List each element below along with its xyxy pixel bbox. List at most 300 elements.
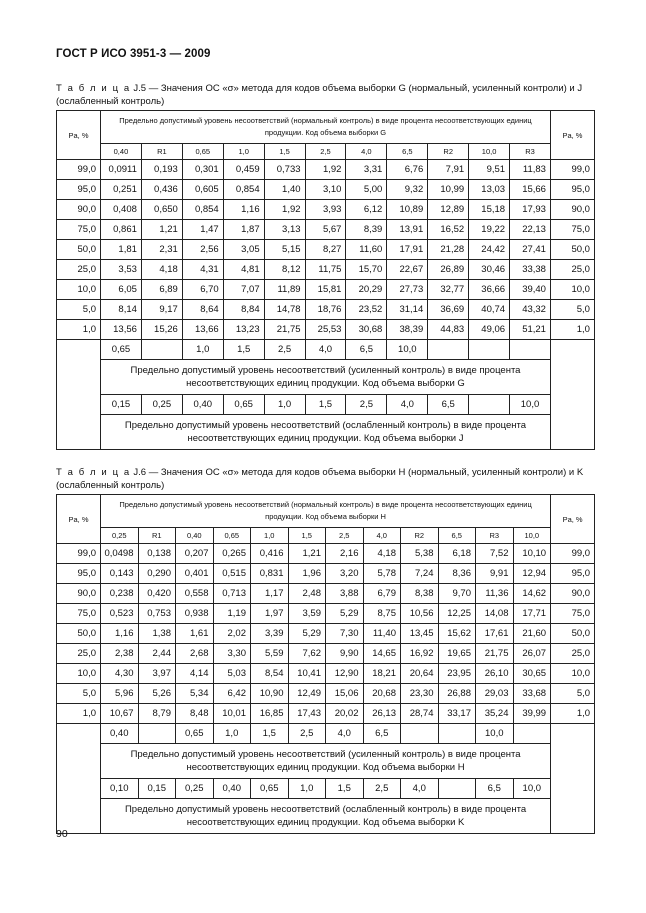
tightened-value: 1,5 xyxy=(223,340,264,360)
table-cell: 75,0 xyxy=(57,220,101,240)
column-header: 0,65 xyxy=(182,144,223,160)
reduced-value xyxy=(469,395,510,415)
table-cell: 0,861 xyxy=(101,220,142,240)
table-cell: 0,251 xyxy=(101,180,142,200)
table-cell: 14,78 xyxy=(264,300,305,320)
tightened-text: Предельно допустимый уровень несоответствий (усиленный контроль) в виде процента несоответствующих единиц продукции. Код объема выборки G xyxy=(101,360,551,395)
reduced-value: 4,0 xyxy=(387,395,428,415)
tightened-value: 6,5 xyxy=(363,724,401,744)
table-row xyxy=(57,644,595,664)
column-header: R3 xyxy=(476,528,514,544)
table-cell: 13,23 xyxy=(223,320,264,340)
table-cell: 95,0 xyxy=(57,180,101,200)
reduced-value: 0,25 xyxy=(176,779,214,799)
column-header: 10,0 xyxy=(469,144,510,160)
pa-header-left: Pa, % xyxy=(57,111,101,160)
table-cell: 10,0 xyxy=(550,280,594,300)
tightened-value: 2,5 xyxy=(288,724,326,744)
table-cell: 2,48 xyxy=(288,584,326,604)
table-cell: 13,03 xyxy=(469,180,510,200)
table-cell: 1,38 xyxy=(138,624,176,644)
table-cell: 2,02 xyxy=(213,624,251,644)
caption-prefix: Т а б л и ц а xyxy=(56,467,131,478)
column-header: 0,40 xyxy=(176,528,214,544)
blank-cell xyxy=(57,724,101,834)
table-cell: 0,420 xyxy=(138,584,176,604)
table-cell: 5,00 xyxy=(346,180,387,200)
pa-header-right: Pa, % xyxy=(550,111,594,160)
table-cell: 0,753 xyxy=(138,604,176,624)
column-header: 1,5 xyxy=(288,528,326,544)
tightened-value: 4,0 xyxy=(326,724,364,744)
table-cell: 5,03 xyxy=(213,664,251,684)
column-header: 1,5 xyxy=(264,144,305,160)
table-cell: 3,93 xyxy=(305,200,346,220)
table-cell: 21,75 xyxy=(264,320,305,340)
table-cell: 0,416 xyxy=(251,544,289,564)
table-cell: 10,0 xyxy=(57,280,101,300)
table-cell: 0,459 xyxy=(223,160,264,180)
table-cell: 1,0 xyxy=(57,320,101,340)
reduced-value: 6,5 xyxy=(428,395,469,415)
table-cell: 10,56 xyxy=(401,604,439,624)
table-cell: 19,65 xyxy=(438,644,476,664)
table-j5 xyxy=(56,110,595,450)
tightened-value: 2,5 xyxy=(264,340,305,360)
table-cell: 0,558 xyxy=(176,584,214,604)
table-cell: 33,38 xyxy=(510,260,551,280)
table-cell: 8,84 xyxy=(223,300,264,320)
table-header-text: Предельно допустимый уровень несоответствий (нормальный контроль) в виде процента несоответствующих единиц продукции. Код объема выборки H xyxy=(101,495,551,528)
table-cell: 15,66 xyxy=(510,180,551,200)
table-cell: 40,74 xyxy=(469,300,510,320)
table-cell: 7,30 xyxy=(326,624,364,644)
table-cell: 4,31 xyxy=(182,260,223,280)
table-cell: 23,95 xyxy=(438,664,476,684)
table-cell: 14,65 xyxy=(363,644,401,664)
reduced-value: 2,5 xyxy=(346,395,387,415)
table-cell: 90,0 xyxy=(551,584,595,604)
reduced-text-row xyxy=(57,799,595,834)
tightened-value: 1,0 xyxy=(182,340,223,360)
table-cell: 13,66 xyxy=(182,320,223,340)
tightened-value: 1,5 xyxy=(251,724,289,744)
table-cell: 15,62 xyxy=(438,624,476,644)
table-cell: 2,16 xyxy=(326,544,364,564)
reduced-value: 0,40 xyxy=(182,395,223,415)
table-cell: 8,64 xyxy=(182,300,223,320)
table-cell: 0,854 xyxy=(182,200,223,220)
table-cell: 29,03 xyxy=(476,684,514,704)
table-cell: 99,0 xyxy=(551,544,595,564)
table-cell: 6,76 xyxy=(387,160,428,180)
table-cell: 1,96 xyxy=(288,564,326,584)
table-cell: 20,68 xyxy=(363,684,401,704)
table-row xyxy=(57,564,595,584)
table-cell: 35,24 xyxy=(476,704,514,724)
table-cell: 10,90 xyxy=(251,684,289,704)
table-cell: 12,90 xyxy=(326,664,364,684)
table-cell: 99,0 xyxy=(57,160,101,180)
table-cell: 22,67 xyxy=(387,260,428,280)
table-cell: 9,91 xyxy=(476,564,514,584)
table-cell: 10,10 xyxy=(513,544,551,564)
column-header-row xyxy=(57,528,595,544)
table-cell: 13,56 xyxy=(101,320,142,340)
table-cell: 9,70 xyxy=(438,584,476,604)
page-number: 90 xyxy=(56,828,68,840)
table-cell: 39,99 xyxy=(513,704,551,724)
table-cell: 12,49 xyxy=(288,684,326,704)
table-cell: 0,650 xyxy=(141,200,182,220)
table-cell: 10,89 xyxy=(387,200,428,220)
reduced-value: 1,5 xyxy=(305,395,346,415)
table-cell: 15,18 xyxy=(469,200,510,220)
table-cell: 32,77 xyxy=(428,280,469,300)
table-cell: 3,97 xyxy=(138,664,176,684)
table-cell: 30,65 xyxy=(513,664,551,684)
column-header-row xyxy=(57,144,595,160)
table-cell: 9,17 xyxy=(141,300,182,320)
table-cell: 10,01 xyxy=(213,704,251,724)
table-cell: 17,43 xyxy=(288,704,326,724)
table-cell: 5,0 xyxy=(57,684,101,704)
table-cell: 3,31 xyxy=(346,160,387,180)
table-cell: 10,0 xyxy=(551,664,595,684)
table-cell: 4,30 xyxy=(101,664,139,684)
header-row xyxy=(57,111,595,144)
table-cell: 0,854 xyxy=(223,180,264,200)
table-cell: 21,60 xyxy=(513,624,551,644)
column-header: 1,0 xyxy=(223,144,264,160)
tightened-value: 6,5 xyxy=(346,340,387,360)
table-cell: 7,07 xyxy=(223,280,264,300)
table-cell: 7,62 xyxy=(288,644,326,664)
table-cell: 20,64 xyxy=(401,664,439,684)
caption-prefix: Т а б л и ц а xyxy=(56,83,131,94)
table-cell: 12,89 xyxy=(428,200,469,220)
column-header: 0,25 xyxy=(101,528,139,544)
table-cell: 11,89 xyxy=(264,280,305,300)
table-cell: 8,12 xyxy=(264,260,305,280)
table-cell: 95,0 xyxy=(551,564,595,584)
table-cell: 1,40 xyxy=(264,180,305,200)
table-cell: 8,27 xyxy=(305,240,346,260)
table-cell: 6,42 xyxy=(213,684,251,704)
table-cell: 1,87 xyxy=(223,220,264,240)
tightened-value: 10,0 xyxy=(387,340,428,360)
tightened-value xyxy=(141,340,182,360)
table-cell: 3,30 xyxy=(213,644,251,664)
table-cell: 50,0 xyxy=(57,240,101,260)
table-cell: 18,76 xyxy=(305,300,346,320)
table-cell: 0,831 xyxy=(251,564,289,584)
column-header: 1,0 xyxy=(251,528,289,544)
table-row xyxy=(57,320,595,340)
table-cell: 5,78 xyxy=(363,564,401,584)
table-cell: 6,89 xyxy=(141,280,182,300)
table-cell: 2,31 xyxy=(141,240,182,260)
table-cell: 3,53 xyxy=(101,260,142,280)
table-cell: 3,05 xyxy=(223,240,264,260)
tightened-value xyxy=(438,724,476,744)
table-row xyxy=(57,180,595,200)
table-cell: 10,41 xyxy=(288,664,326,684)
table-cell: 4,81 xyxy=(223,260,264,280)
table-cell: 3,10 xyxy=(305,180,346,200)
tightened-text-row xyxy=(57,360,595,395)
table-cell: 0,207 xyxy=(176,544,214,564)
table-row xyxy=(57,664,595,684)
reduced-value: 0,65 xyxy=(223,395,264,415)
table-cell: 0,713 xyxy=(213,584,251,604)
table-cell: 3,13 xyxy=(264,220,305,240)
table-cell: 17,93 xyxy=(510,200,551,220)
table-cell: 0,523 xyxy=(101,604,139,624)
table-cell: 75,0 xyxy=(551,604,595,624)
reduced-value: 2,5 xyxy=(363,779,401,799)
table-cell: 33,17 xyxy=(438,704,476,724)
reduced-value: 10,0 xyxy=(510,395,551,415)
table-cell: 4,14 xyxy=(176,664,214,684)
tightened-value: 10,0 xyxy=(476,724,514,744)
tightened-value xyxy=(513,724,551,744)
table-row xyxy=(57,624,595,644)
table-cell: 21,28 xyxy=(428,240,469,260)
table-cell: 11,83 xyxy=(510,160,551,180)
table-cell: 28,74 xyxy=(401,704,439,724)
table-cell: 8,36 xyxy=(438,564,476,584)
table-cell: 11,36 xyxy=(476,584,514,604)
reduced-text: Предельно допустимый уровень несоответствий (ослабленный контроль) в виде процента несоответствующих единиц продукции. Код объема выборки J xyxy=(101,415,551,450)
table-row xyxy=(57,704,595,724)
table-cell: 0,938 xyxy=(176,604,214,624)
table-cell: 38,39 xyxy=(387,320,428,340)
table-row xyxy=(57,280,595,300)
table-cell: 1,0 xyxy=(551,704,595,724)
column-header: 10,0 xyxy=(513,528,551,544)
table-cell: 36,66 xyxy=(469,280,510,300)
column-header: R3 xyxy=(510,144,551,160)
blank-cell xyxy=(57,340,101,450)
table-cell: 2,68 xyxy=(176,644,214,664)
table-cell: 13,91 xyxy=(387,220,428,240)
reduced-value: 4,0 xyxy=(401,779,439,799)
table-row xyxy=(57,200,595,220)
table-cell: 7,24 xyxy=(401,564,439,584)
column-header: R2 xyxy=(428,144,469,160)
table-cell: 5,29 xyxy=(326,604,364,624)
column-header: 2,5 xyxy=(305,144,346,160)
table-cell: 90,0 xyxy=(57,200,101,220)
table-cell: 8,79 xyxy=(138,704,176,724)
tightened-value: 0,65 xyxy=(176,724,214,744)
table-cell: 15,06 xyxy=(326,684,364,704)
table-cell: 6,70 xyxy=(182,280,223,300)
caption-text: J.5 — Значения ОС «σ» метода для кодов объема выборки G (нормальный, усиленный контроли) и J (ослабленный контроль) xyxy=(56,83,583,107)
reduced-value: 6,5 xyxy=(476,779,514,799)
table-cell: 26,07 xyxy=(513,644,551,664)
reduced-value xyxy=(438,779,476,799)
table-cell: 33,68 xyxy=(513,684,551,704)
table-cell: 8,39 xyxy=(346,220,387,240)
table-header-text: Предельно допустимый уровень несоответствий (нормальный контроль) в виде процента несоответствующих единиц продукции. Код объема выборки G xyxy=(101,111,551,144)
table-cell: 26,10 xyxy=(476,664,514,684)
table-cell: 1,21 xyxy=(288,544,326,564)
table-cell: 31,14 xyxy=(387,300,428,320)
table-cell: 12,94 xyxy=(513,564,551,584)
tightened-text: Предельно допустимый уровень несоответствий (усиленный контроль) в виде процента несоответствующих единиц продукции. Код объема выборки H xyxy=(101,744,551,779)
reduced-value: 1,5 xyxy=(326,779,364,799)
table-cell: 0,436 xyxy=(141,180,182,200)
table-cell: 5,0 xyxy=(57,300,101,320)
table-cell: 4,18 xyxy=(363,544,401,564)
table-cell: 0,0911 xyxy=(101,160,142,180)
tightened-value: 0,65 xyxy=(101,340,142,360)
table-cell: 26,13 xyxy=(363,704,401,724)
table-cell: 22,13 xyxy=(510,220,551,240)
table-cell: 1,16 xyxy=(223,200,264,220)
table-cell: 1,0 xyxy=(57,704,101,724)
table-cell: 30,68 xyxy=(346,320,387,340)
pa-header-left: Pa, % xyxy=(57,495,101,544)
tightened-value xyxy=(428,340,469,360)
table-cell: 39,40 xyxy=(510,280,551,300)
tightened-value: 0,40 xyxy=(101,724,139,744)
table-cell: 11,60 xyxy=(346,240,387,260)
table-cell: 24,42 xyxy=(469,240,510,260)
table-cell: 9,51 xyxy=(469,160,510,180)
blank-cell xyxy=(551,724,595,834)
table-cell: 99,0 xyxy=(550,160,594,180)
table-cell: 25,0 xyxy=(550,260,594,280)
table-cell: 11,75 xyxy=(305,260,346,280)
table-cell: 5,15 xyxy=(264,240,305,260)
table-cell: 5,0 xyxy=(550,300,594,320)
tightened-value xyxy=(510,340,551,360)
table-cell: 1,17 xyxy=(251,584,289,604)
table-cell: 8,48 xyxy=(176,704,214,724)
document-header: ГОСТ Р ИСО 3951-3 — 2009 xyxy=(56,48,211,60)
table-cell: 15,70 xyxy=(346,260,387,280)
column-header: 0,65 xyxy=(213,528,251,544)
table-cell: 1,0 xyxy=(550,320,594,340)
reduced-values-row xyxy=(57,395,595,415)
table-cell: 10,67 xyxy=(101,704,139,724)
reduced-value: 0,10 xyxy=(101,779,139,799)
table-cell: 23,52 xyxy=(346,300,387,320)
table-cell: 25,0 xyxy=(57,260,101,280)
table-cell: 27,73 xyxy=(387,280,428,300)
table-j5-caption xyxy=(56,82,596,108)
table-cell: 1,81 xyxy=(101,240,142,260)
table-cell: 8,14 xyxy=(101,300,142,320)
column-header: R2 xyxy=(401,528,439,544)
table-cell: 5,67 xyxy=(305,220,346,240)
table-row xyxy=(57,604,595,624)
table-cell: 8,54 xyxy=(251,664,289,684)
table-cell: 3,88 xyxy=(326,584,364,604)
table-cell: 8,75 xyxy=(363,604,401,624)
tightened-values-row xyxy=(57,340,595,360)
table-cell: 14,08 xyxy=(476,604,514,624)
table-cell: 10,99 xyxy=(428,180,469,200)
table-cell: 23,30 xyxy=(401,684,439,704)
table-cell: 26,89 xyxy=(428,260,469,280)
table-cell: 0,408 xyxy=(101,200,142,220)
blank-cell xyxy=(550,340,594,450)
reduced-values-row xyxy=(57,779,595,799)
table-cell: 21,75 xyxy=(476,644,514,664)
reduced-text-row xyxy=(57,415,595,450)
reduced-value: 0,65 xyxy=(251,779,289,799)
table-cell: 0,401 xyxy=(176,564,214,584)
reduced-value: 10,0 xyxy=(513,779,551,799)
table-cell: 5,0 xyxy=(551,684,595,704)
reduced-value: 1,0 xyxy=(288,779,326,799)
table-row xyxy=(57,240,595,260)
table-cell: 15,81 xyxy=(305,280,346,300)
table-cell: 5,26 xyxy=(138,684,176,704)
table-cell: 5,38 xyxy=(401,544,439,564)
table-cell: 5,59 xyxy=(251,644,289,664)
table-cell: 36,69 xyxy=(428,300,469,320)
pa-header-right: Pa, % xyxy=(551,495,595,544)
table-row xyxy=(57,160,595,180)
table-cell: 17,71 xyxy=(513,604,551,624)
table-cell: 11,40 xyxy=(363,624,401,644)
table-cell: 9,90 xyxy=(326,644,364,664)
table-cell: 1,97 xyxy=(251,604,289,624)
table-cell: 2,44 xyxy=(138,644,176,664)
table-row xyxy=(57,220,595,240)
column-header: 6,5 xyxy=(438,528,476,544)
table-cell: 75,0 xyxy=(57,604,101,624)
table-cell: 90,0 xyxy=(550,200,594,220)
table-cell: 43,32 xyxy=(510,300,551,320)
tightened-value xyxy=(401,724,439,744)
table-cell: 0,515 xyxy=(213,564,251,584)
table-cell: 44,83 xyxy=(428,320,469,340)
table-cell: 0,143 xyxy=(101,564,139,584)
table-cell: 20,02 xyxy=(326,704,364,724)
column-header: 4,0 xyxy=(346,144,387,160)
column-header: 0,40 xyxy=(101,144,142,160)
table-cell: 25,0 xyxy=(57,644,101,664)
table-cell: 19,22 xyxy=(469,220,510,240)
column-header: 2,5 xyxy=(326,528,364,544)
table-cell: 3,20 xyxy=(326,564,364,584)
table-cell: 4,18 xyxy=(141,260,182,280)
table-cell: 8,38 xyxy=(401,584,439,604)
tightened-value xyxy=(138,724,176,744)
table-cell: 6,12 xyxy=(346,200,387,220)
table-cell: 13,45 xyxy=(401,624,439,644)
table-cell: 7,52 xyxy=(476,544,514,564)
table-cell: 6,79 xyxy=(363,584,401,604)
table-cell: 16,85 xyxy=(251,704,289,724)
table-cell: 0,733 xyxy=(264,160,305,180)
table-cell: 95,0 xyxy=(550,180,594,200)
table-cell: 90,0 xyxy=(57,584,101,604)
table-cell: 20,29 xyxy=(346,280,387,300)
table-row xyxy=(57,684,595,704)
column-header: R1 xyxy=(141,144,182,160)
table-cell: 25,53 xyxy=(305,320,346,340)
table-cell: 1,92 xyxy=(305,160,346,180)
tightened-value xyxy=(469,340,510,360)
table-cell: 12,25 xyxy=(438,604,476,624)
